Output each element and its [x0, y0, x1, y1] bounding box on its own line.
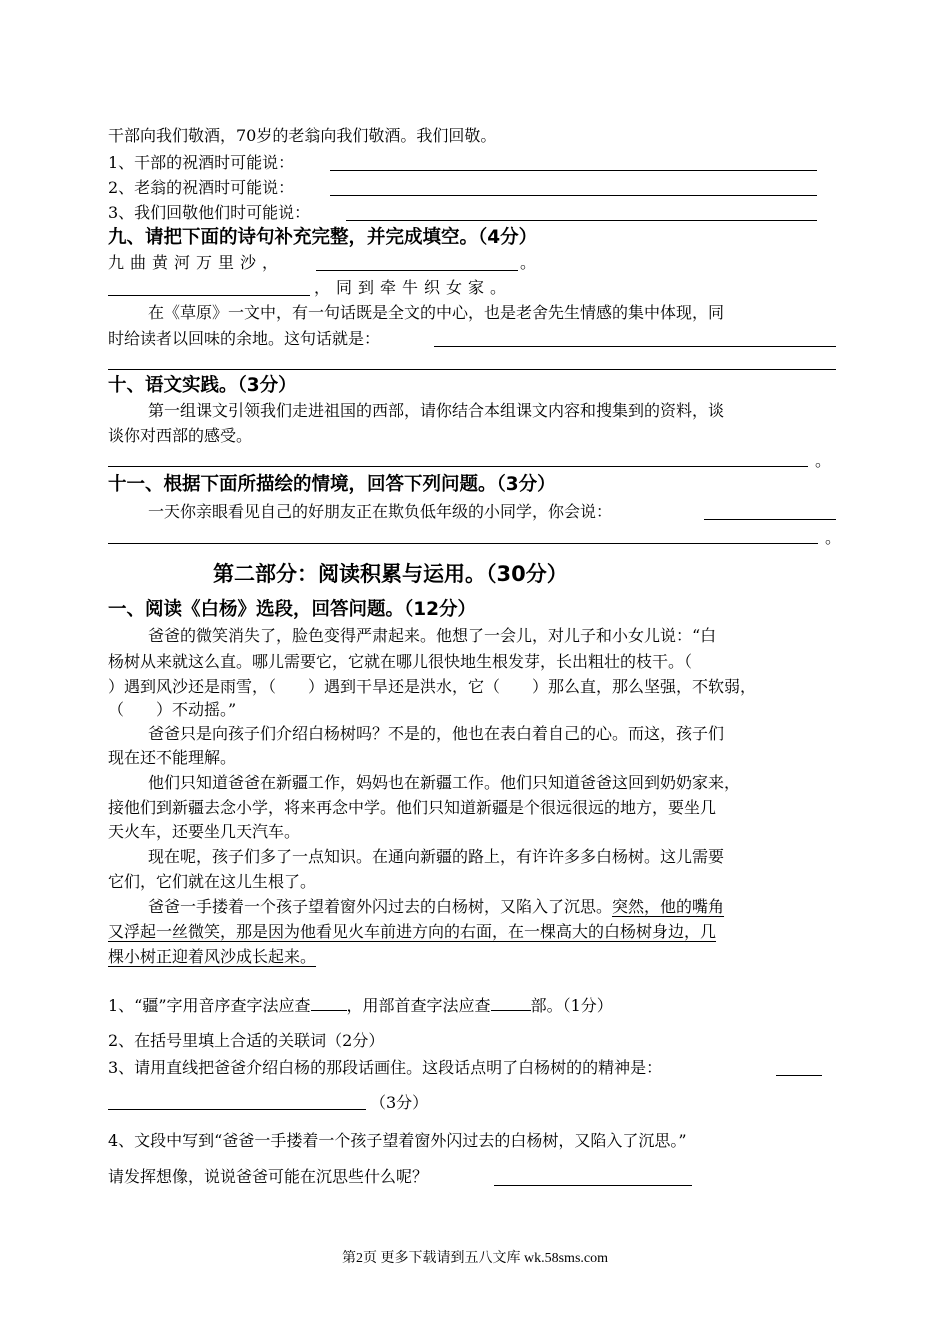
q3-score: （3分）: [370, 1093, 429, 1112]
section-10-heading: 十、语文实践。（3分）: [108, 375, 297, 396]
answer-blank[interactable]: [776, 1075, 822, 1076]
passage-line: 现在呢，孩子们多了一点知识。在通向新疆的路上，有许许多多白杨树。这儿需要: [148, 847, 725, 866]
intro-line: 干部向我们敬酒，70岁的老翁向我们敬酒。我们回敬。: [108, 126, 497, 145]
q1-text: ，用部首查字法应查: [346, 996, 491, 1015]
answer-blank[interactable]: [346, 220, 817, 221]
passage-line: 天火车，还要坐几天汽车。: [108, 822, 301, 841]
underlined-text: 突然，他的嘴角: [612, 897, 725, 916]
answer-blank[interactable]: [704, 519, 836, 520]
q1-text: 1、“疆”字用音序查字法应查: [108, 996, 311, 1015]
question-1: [108, 995, 613, 1017]
west-paragraph: 第一组课文引领我们走进祖国的西部，请你结合本组课文内容和搜集到的资料，谈: [148, 401, 725, 420]
answer-blank[interactable]: [108, 1109, 366, 1110]
caoyuan-paragraph-cont: 时给读者以回味的余地。这句话就是：: [108, 329, 381, 348]
passage-text: 爸爸一手搂着一个孩子望着窗外闪过去的白杨树，又陷入了沉思。: [148, 897, 613, 916]
passage-line: [148, 896, 724, 918]
answer-blank[interactable]: [330, 170, 817, 171]
question-2: 2、在括号里填上合适的关联词（2分）: [108, 1031, 385, 1050]
answer-blank[interactable]: [491, 996, 531, 1011]
question-4-cont: 请发挥想像，说说爸爸可能在沉思些什么呢？: [108, 1167, 429, 1186]
passage-line: （ ）不动摇。”: [108, 700, 237, 719]
q1-text: 部。（1分）: [530, 996, 613, 1015]
passage-line: 爸爸的微笑消失了，脸色变得严肃起来。他想了一会儿，对儿子和小女儿说：“白: [148, 626, 717, 645]
answer-blank[interactable]: [330, 195, 817, 196]
answer-blank[interactable]: [316, 270, 518, 271]
underlined-line: 棵小树正迎着风沙成长起来。: [108, 947, 317, 966]
answer-blank[interactable]: [494, 1185, 692, 1186]
answer-blank[interactable]: [434, 346, 836, 347]
reading-heading: 一、阅读《白杨》选段，回答问题。（12分）: [108, 599, 476, 620]
answer-blank[interactable]: [108, 295, 310, 296]
passage-line: 他们只知道爸爸在新疆工作，妈妈也在新疆工作。他们只知道爸爸这回到奶奶家来，: [148, 773, 741, 792]
toast-q3: 3、我们回敬他们时可能说：: [108, 203, 311, 222]
answer-blank[interactable]: [311, 996, 347, 1011]
passage-line: 接他们到新疆去念小学，将来再念中学。他们只知道新疆是个很远很远的地方，要坐几: [108, 798, 717, 817]
scenario-paragraph: 一天你亲眼看见自己的好朋友正在欺负低年级的小同学，你会说：: [148, 502, 613, 521]
period-mark: 。: [825, 528, 842, 547]
section-9-heading: 九、请把下面的诗句补充完整，并完成填空。（4分）: [108, 227, 538, 248]
answer-blank[interactable]: [108, 369, 836, 370]
caoyuan-paragraph: 在《草原》一文中，有一句话既是全文的中心，也是老舍先生情感的集中体现，同: [148, 303, 725, 322]
poem-line-1-end: 。: [520, 253, 537, 272]
toast-q2: 2、老翁的祝酒时可能说：: [108, 178, 295, 197]
passage-line: ）遇到风沙还是雨雪，（ ）遇到干旱还是洪水，它（ ）那么直，那么坚强，不软弱，: [108, 677, 757, 696]
poem-line-2: ，同到牵牛织女家。: [314, 278, 513, 297]
answer-blank[interactable]: [108, 466, 808, 467]
section-11-heading: 十一、根据下面所描绘的情境，回答下列问题。（3分）: [108, 474, 556, 495]
passage-line: 它们，它们就在这儿生根了。: [108, 872, 317, 891]
passage-line: 现在还不能理解。: [108, 748, 237, 767]
part-2-title: 第二部分：阅读积累与运用。（30分）: [213, 562, 568, 586]
period-mark: 。: [815, 451, 832, 470]
answer-blank[interactable]: [108, 543, 818, 544]
toast-q1: 1、干部的祝酒时可能说：: [108, 153, 295, 172]
passage-line: 爸爸只是向孩子们介绍白杨树吗？不是的，他也在表白着自己的心。而这，孩子们: [148, 724, 725, 743]
question-4: 4、文段中写到“爸爸一手搂着一个孩子望着窗外闪过去的白杨树，又陷入了沉思。”: [108, 1131, 687, 1150]
west-paragraph-cont: 谈你对西部的感受。: [108, 426, 253, 445]
page-footer: 第2页 更多下载请到五八文库 wk.58sms.com: [342, 1251, 608, 1266]
question-3: 3、请用直线把爸爸介绍白杨的那段话画住。这段话点明了白杨树的的精神是：: [108, 1058, 663, 1077]
underlined-line: 又浮起一丝微笑，那是因为他看见火车前进方向的右面，在一棵高大的白杨树身边，几: [108, 922, 717, 941]
passage-line: 杨树从来就这么直。哪儿需要它，它就在哪儿很快地生根发芽，长出粗壮的枝干。（: [108, 652, 693, 671]
poem-line-1: 九曲黄河万里沙，: [108, 253, 285, 272]
